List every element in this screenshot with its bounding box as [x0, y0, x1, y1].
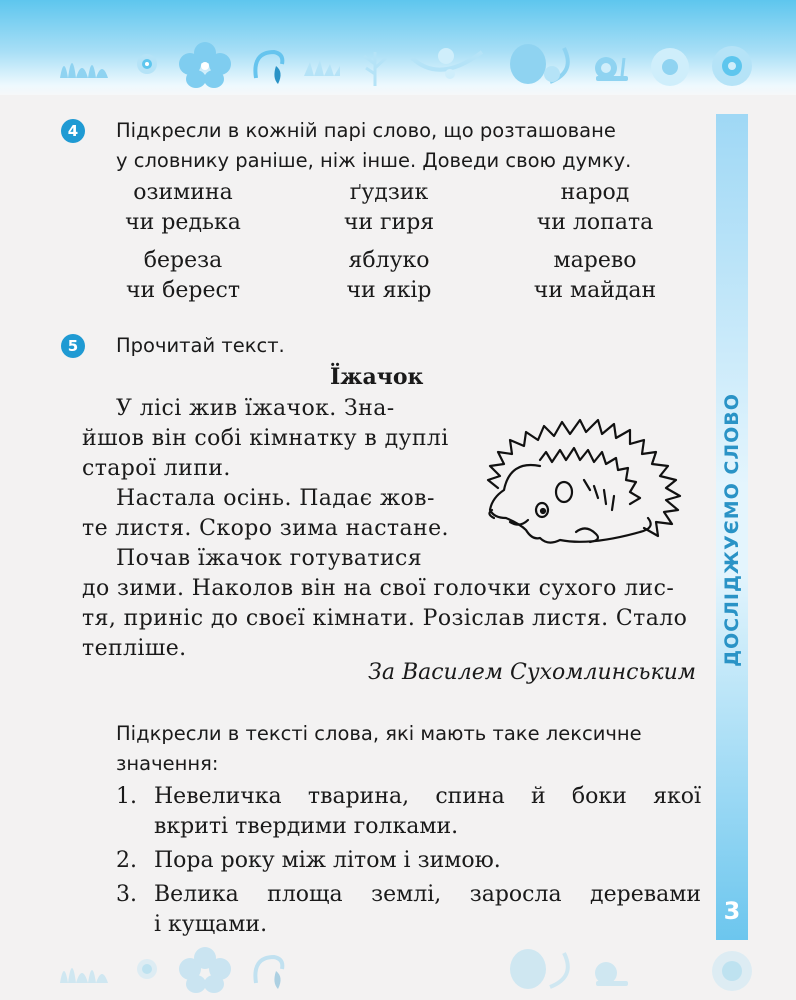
eye-flower-icon — [136, 957, 158, 981]
section-title-vertical — [716, 380, 748, 680]
task-number-badge: 4 — [61, 119, 85, 143]
definition-text: Невеличка тварина, спина й боки якої — [154, 784, 701, 809]
task4-instruction-line: Підкресли в кожній парі слово, що розташоване — [116, 119, 616, 142]
subtask-instruction-line: значення: — [116, 752, 219, 775]
story-author: За Василем Сухомлинським — [368, 660, 696, 685]
story-line: старої липи. — [82, 456, 231, 481]
definitions-list — [116, 782, 701, 944]
definition-number: 2. — [116, 848, 137, 873]
word-pair — [286, 178, 492, 238]
word-pair — [80, 178, 286, 238]
snail-icon — [592, 959, 630, 987]
word-first: озимина — [133, 180, 233, 205]
section-title: ДОСЛІДЖУЄМО СЛОВО — [721, 393, 743, 667]
word-pair — [492, 178, 698, 238]
definition-text: вкриті твердими голками. — [154, 814, 459, 839]
subtask-instruction — [116, 719, 642, 779]
story-line: йшов він собі кімнатку в дуплі — [82, 426, 449, 451]
word-second: чи редька — [125, 210, 241, 235]
story-line: те листя. Скоро зима настане. — [82, 516, 449, 541]
daisy-icon — [648, 46, 692, 88]
grass-icon — [58, 44, 114, 80]
word-first: ґудзик — [349, 180, 429, 205]
task4-instruction — [116, 116, 631, 176]
sun-flower-icon — [710, 949, 754, 993]
word-pair — [80, 246, 286, 306]
word-second: чи гиря — [343, 210, 435, 235]
word-second: чи якір — [346, 278, 432, 303]
word-pairs-grid — [80, 178, 700, 306]
word-pair — [492, 246, 698, 306]
definition-text: і кущами. — [154, 912, 268, 937]
definition-number: 1. — [116, 784, 137, 809]
story-line: тепліше. — [82, 636, 187, 661]
branch-icon — [410, 44, 484, 86]
story-line: Почав їжачок готуватися — [116, 546, 423, 571]
definition-item — [116, 782, 701, 842]
task4-instruction-line: у словнику раніше, ніж інше. Доведи свою думку. — [116, 149, 632, 172]
leaf-icon — [506, 42, 576, 88]
grass-icon — [58, 949, 114, 985]
word-pair — [286, 246, 492, 306]
story-line: до зими. Наколов він на свої голочки сухого лис- — [82, 576, 675, 601]
definition-text: Пора року між літом і зимою. — [154, 848, 501, 873]
curl-icon — [248, 46, 288, 86]
word-first: береза — [143, 248, 223, 273]
story-line: Настала осінь. Падає жов- — [116, 486, 435, 511]
story-title: Їжачок — [330, 364, 424, 390]
word-first: яблуко — [348, 248, 430, 273]
definition-item — [116, 846, 701, 876]
definition-text: Велика площа землі, заросла деревами — [154, 882, 701, 907]
subtask-instruction-line: Підкресли в тексті слова, які мають таке лексичне — [116, 722, 642, 745]
word-second: чи берест — [125, 278, 241, 303]
sprout-icon — [358, 44, 392, 86]
story-line: тя, приніс до своєї кімнати. Розіслав листя. Стало — [82, 606, 688, 631]
flower-icon — [178, 947, 232, 993]
decor-row-top — [0, 38, 796, 88]
word-second: чи лопата — [536, 210, 654, 235]
hedgehog-illustration — [480, 400, 698, 552]
grass-tuft-icon — [302, 58, 342, 78]
word-second: чи майдан — [533, 278, 657, 303]
sun-flower-icon — [710, 44, 754, 88]
leaf-icon — [506, 947, 576, 993]
task-number-badge: 5 — [61, 334, 85, 358]
definition-number: 3. — [116, 882, 137, 907]
snail-icon — [592, 54, 630, 82]
definition-item — [116, 880, 701, 940]
eye-flower-icon — [136, 52, 158, 76]
task5-instruction: Прочитай текст. — [116, 334, 285, 357]
curl-icon — [248, 951, 288, 991]
decor-row-bottom — [0, 943, 796, 993]
flower-icon — [178, 42, 232, 88]
page-number: 3 — [723, 897, 741, 925]
word-first: народ — [560, 180, 630, 205]
story-line: У лісі жив їжачок. Зна- — [116, 396, 395, 421]
word-first: марево — [553, 248, 637, 273]
